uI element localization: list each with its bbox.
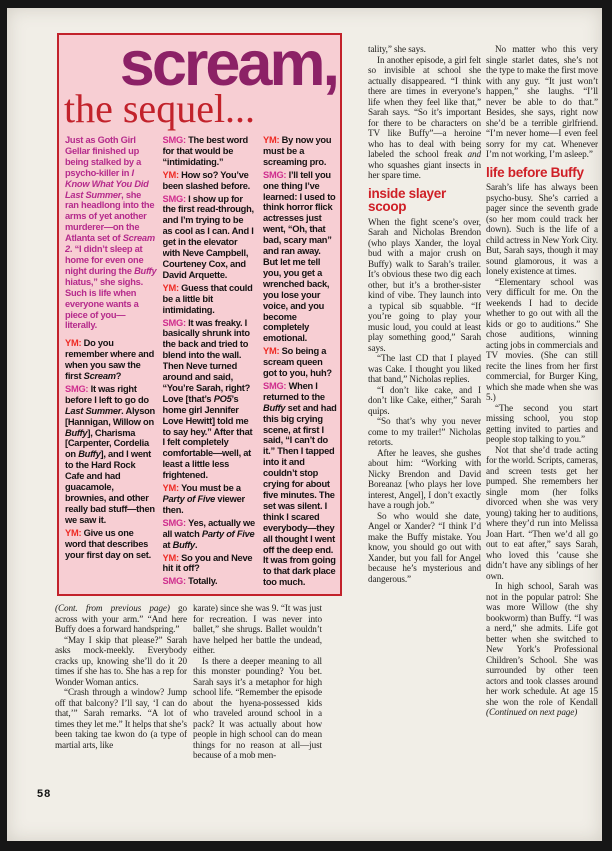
qa-paragraph: SMG: Yes, actually we all watch Party of Five at Buffy. [162,517,255,550]
body-paragraph: “Crash through a window? Jump off that balcony? I’ll say, ‘I can do that,’” Sarah remarks. “A lot of times they let me.” It helps that she’s been taking tae kwon do (a type of martial arts, like [55,687,187,750]
speaker-label-ym: YM: [65,527,84,538]
section-header: life before Buffy [486,164,584,180]
body-paragraph: (Cont. from previous page) go across with your arm.” “And here Buffy does a forward handspring.” [55,603,187,634]
article-column-5 [486,44,598,824]
speaker-label-smg: SMG: [162,517,189,528]
speaker-label-ym: YM: [162,552,182,563]
body-paragraph: When the fight scene’s over, Sarah and Nicholas Brendon (who plays Xander, the loyal bud with a major crush on Buffy) walk to Sarah’s trailer. It’s obvious these two dig each other, but it’s a brother-sister kind of vibe. They launch into a typical sib squabble. “If you’re going to play your music loud, you could at least play something good,” Sarah says. [368,216,481,353]
speaker-label-ym: YM: [162,282,182,293]
qa-paragraph: YM: Guess that could be a little bit intimidating. [162,282,253,315]
intro-paragraph: Just as Goth Girl Gellar finished up being stalked by a psycho-killer in I Know What You Did Last Summer, she ran headlong into the arms of yet another murderer—on the Atlanta set of Scream 2. “I didn’t sleep at home for even one night during the Buffy hiatus,” she sighs. Such is life when everyone wants a piece of you—literally. [65,135,157,331]
body-paragraph: After he leaves, she gushes about him: “Working with Nicky Brendon and David Boreanaz [who plays her love interest, Angel], I don’t exactly have a rough job.” [368,447,481,510]
article-title: scream, [119,29,337,99]
body-paragraph: “I don’t like cake, and I don’t like Cake, either,” Sarah quips. [368,384,481,416]
qa-paragraph: YM: By now you must be a screaming pro. [263,135,332,167]
speaker-label-ym [263,590,282,591]
qa-paragraph: SMG: I’ll tell you one thing I’ve learned: I used to think horror flick actresses just went, “Oh, that bad, scary man” and ran away. But let me tell you, you get a wrenched back, you lose your voice, and you become completely emotional. [263,169,336,344]
qa-paragraph: SMG: Totally. [162,576,218,587]
qa-paragraph: YM: So being a scream queen got to you, huh? [263,346,332,379]
speaker-label-smg: SMG: [162,193,189,204]
body-paragraph: So who would she date, Angel or Xander? “I think I’d make the Buffy mistake. You know, you should go out with Xander, but you fall for Angel because he’s mysterious and dangerous.” [368,510,481,584]
speaker-label-smg: SMG: [162,135,189,145]
body-paragraph: No matter who this very single starlet dates, she’s not the type to make the first move with any guy. “It just won’t happen,” she laughs. “I’ll never be able to do that.” Besides, she says, right now she’d be a terrible girlfriend. “I’m never home—I even feel sorry for my cat. Whenever I’m not working, I’m asleep.” [486,44,598,159]
interview-column-1 [65,135,157,591]
speaker-label-ym: YM: [263,135,282,145]
qa-paragraph: YM: Do you remember where and when you saw the first Scream? [65,338,155,382]
qa-paragraph: YM: You must be a Party of Five viewer then. [162,483,245,515]
interview-columns [65,135,337,591]
interview-column-3 [263,135,337,591]
speaker-label-ym: YM: [162,169,182,180]
qa-paragraph: YM: Give us one word that describes your first day on set. [65,527,151,560]
speaker-label-smg: SMG: [263,169,289,180]
body-paragraph: “The second you start missing school, you stop getting invited to parties and people stop talking to you.” [486,402,598,444]
speaker-label-smg: SMG: [162,576,189,587]
interview-column-2 [163,135,255,591]
qa-paragraph [263,590,337,591]
body-paragraph: “The last CD that I played was Cake. I thought you liked that band,” Nicholas replies. [368,353,481,384]
article-subtitle: the sequel... [64,86,256,131]
speaker-label-ym: YM: [162,483,182,494]
article-bottom-left-column [55,603,187,818]
qa-paragraph: SMG: It was right before I left to go do Last Summer. Alyson [Hannigan, Willow on Buffy], Charisma [Carpenter, Cordelia on Buffy], and I went to the Hard Rock Cafe and had guacamole, brownies, and other really bad stuff—then we saw it. [65,383,155,525]
body-paragraph: tality,” she says. [368,44,426,54]
speaker-label-smg: SMG: [65,383,91,394]
page-number: 58 [37,788,52,800]
body-paragraph: “May I skip that please?” Sarah asks mock-meekly. Everybody cracks up, knowing she’ll do it 20 times if she has to. She has a rep for Wonder Woman antics. [55,634,187,687]
body-paragraph: karate) since she was 9. “It was just for recreation. I was never into ballet,” she shrugs. Ballet wouldn’t have helped her battle the undead, either. [193,603,322,655]
speaker-label-ym: YM: [65,338,84,349]
qa-paragraph: YM: How so? You’ve been slashed before. [162,169,250,191]
body-paragraph: In high school, Sarah was not in the popular patrol: She was more Willow (the shy bookworm) than Buffy. “I was a nerd,” she admits. Life got better when she switched to New York’s Professional Children’s School. She was surrounded by other teen actors and took classes around her work schedule. At age 15 she won the role of Kendall (Continued on next page) [486,581,598,717]
speaker-label-smg: SMG: [162,317,189,328]
article-column-4 [368,44,481,824]
qa-paragraph: SMG: When I returned to the Buffy set and had this big crying scene, at first I said, “I can’t do it.” Then I tapped into it and couldn’t stop crying for about five minutes. The set was silent. I think I scared everybody—they all thought I went off the deep end. It was from going to that dark place too much. [263,380,337,588]
qa-paragraph: SMG: I show up for the first read-through, and I’m trying to be as cool as I can. And I get in the elevator with Neve Campbell, Courteney Cox, and David Arquette. [162,193,254,280]
magazine-page [7,8,602,841]
body-paragraph: In another episode, a girl felt so invisible at school she actually disappeared. “I think there are times in everyone’s life when they feel like that,” Sarah says. “So it’s important for there to be characters on TV like Buffy”—a heroine who has to deal with being labeled the school freak and who squashes giant insects in her spare time. [368,54,481,180]
speaker-label-ym: YM: [263,346,282,357]
body-paragraph: Not that she’d trade acting for the world. Scripts, cameras, and screen tests get her pumped. She remembers her single mom (her folks divorced when she was very young) taking her to auditions, where they’d run into Melissa Joan Hart. “Then we’d all go out to eat after,” says Sarah, who loved this ’cause she didn’t have any siblings of her own. [486,444,598,581]
qa-paragraph: SMG: The best word for that would be “intimidating.” [162,135,248,167]
section-header: inside slayer scoop [368,185,446,214]
interview-panel [57,29,342,596]
qa-paragraph: YM: So you and Neve hit it off? [162,552,253,574]
body-paragraph: Sarah’s life has always been psycho-busy. She’s carried a pager since the seventh grade (so her mom could track her down). Such is the life of a child actress in New York City. But, Sarah says, though it may sound glamorous, it was a lonely existence at times. [486,182,598,276]
qa-paragraph: SMG: It was freaky. I basically shrunk into the back and tried to blend into the wall. Then Neve turned around and said, “You’re Sarah, right? Love [that’s PO5’s home girl Jennifer Love Hewitt] told me to say hey.” After that I felt completely comfortable—well, at least a little less frightened. [162,317,253,481]
body-paragraph: “Elementary school was very difficult for me. On the weekends I had to decide whether to go out with all the kids or go to auditions.” She chose auditions, winning acting jobs in commercials and TV movies. (She can still recite the lines from her first commercial, for Burger King, which she made when she was 5.) [486,276,598,402]
article-bottom-middle-column [193,603,322,818]
speaker-label-smg: SMG: [263,380,289,391]
body-paragraph: “So that’s why you never come to my trailer!” Nicholas retorts. [368,416,481,447]
body-paragraph: Is there a deeper meaning to all this monster pounding? You bet. Sarah says it’s a metaphor for high school life. “Remember the episode about the hyena-possessed kids who traveled around school in a pack? It was actually about how people in high school can do mean things for no reason at all—just because of a mob men- [193,655,322,760]
